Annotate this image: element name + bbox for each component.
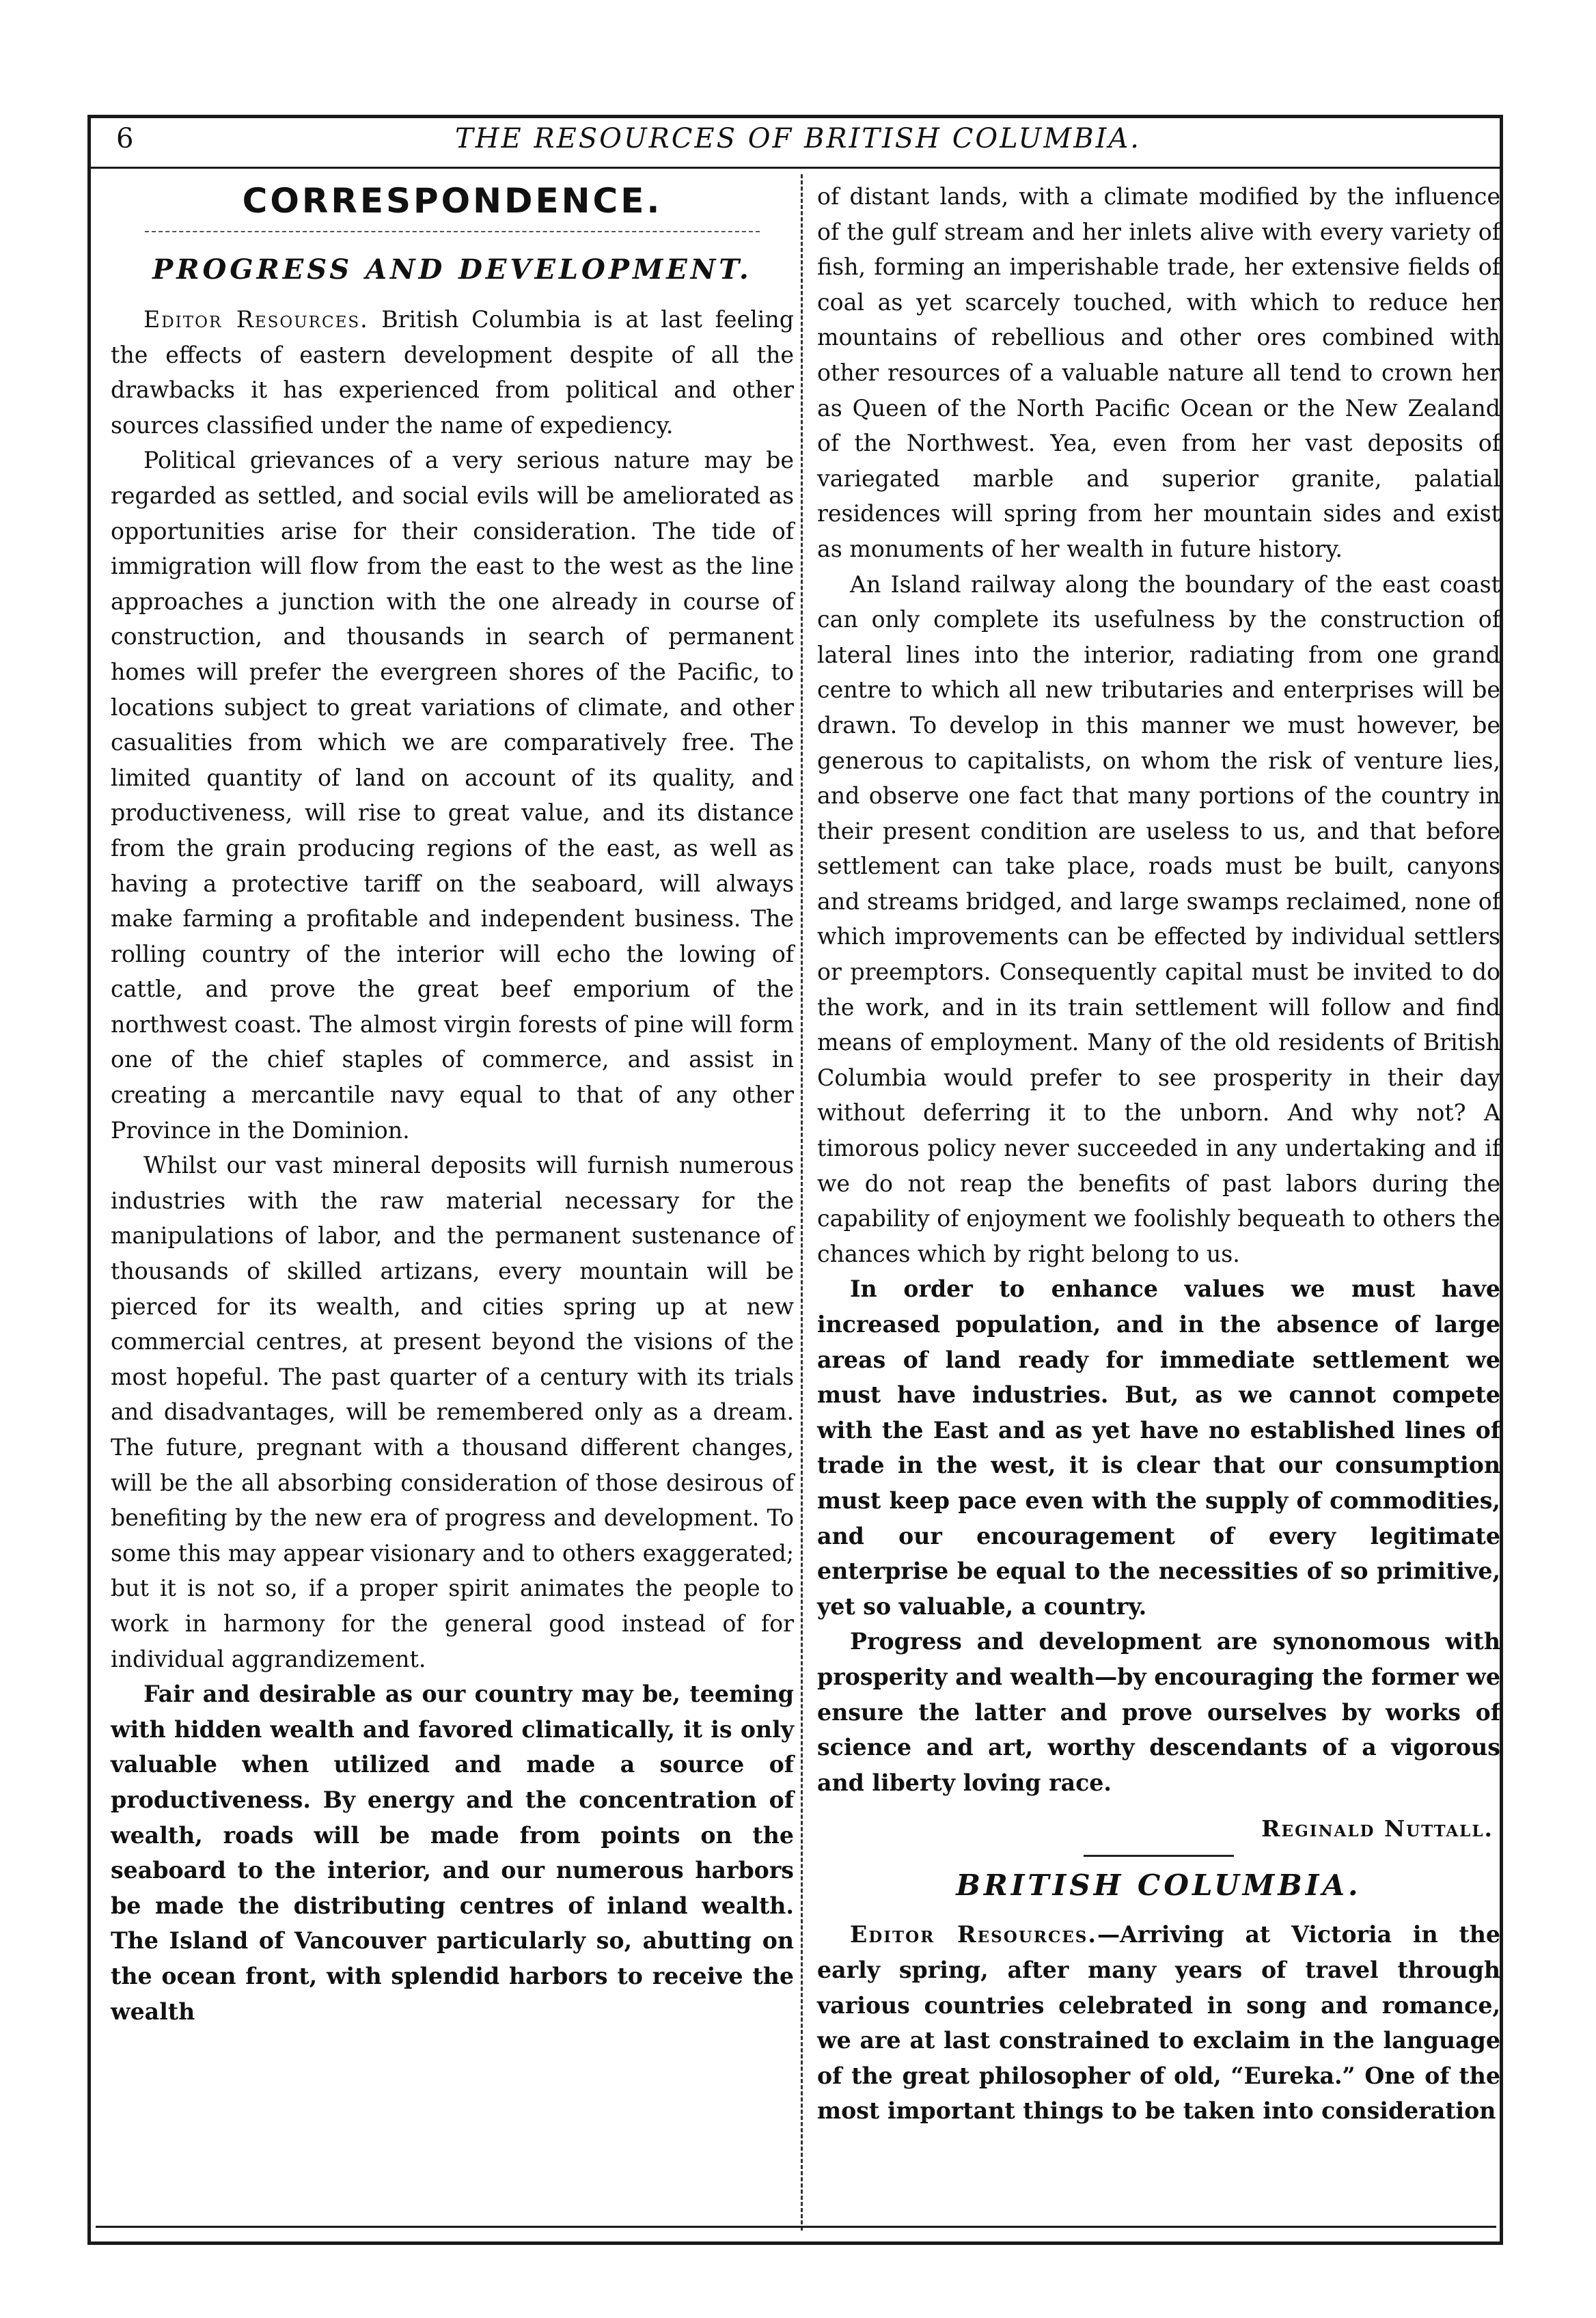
salutation: Editor Resources. (850, 1921, 1097, 1948)
running-title: THE RESOURCES OF BRITISH COLUMBIA. (454, 123, 1142, 154)
article-paragraph: An Island railway along the boundary of the east coast can only complete its usefulness by the construction of lateral lines into the interior, radiating from one grand centre to which all new tributaries and enterprises will be drawn. To develop in this manner we must however, be generous to capitalists, on whom the risk of venture lies, and observe one fact that many portions of the country in their present condition are useless to us, and that before settlement can take place, roads must be built, canyons and streams bridged, and large swamps reclaimed, none of which improvements can be effected by individual settlers or preemptors. Consequently capital must be invited to do the work, and in its train settlement will follow and find means of employment. Many of the old residents of British Columbia would prefer to see prosperity in their day without deferring it to the unborn. And why not? A timorous policy never succeeded in any undertaking and if we do not reap the benefits of past labors during the capability of enjoyment we foolishly bequeath to others the chances which by right belong to us. (817, 570, 1500, 1267)
article-paragraph: Political grievances of a very serious nature may be regarded as settled, and social evils will be ameliorated as opportunities arise for their consideration. The tide of immigration will flow from the east to the west as the line approaches a junction with the one already in course of construction, and thousands in search of permanent homes will prefer the evergreen shores of the Pacific, to locations subject to great variations of climate, and other casualities from which we are comparatively free. The limited quantity of land on account of its quality, and productiveness, will rise to great value, and its distance from the grain producing regions of the east, as well as having a protective tariff on the seaboard, will always make farming a profitable and independent business. The rolling country of the interior will echo the lowing of cattle, and prove the great beef emporium of the northwest coast. The almost virgin forests of pine will form one of the chief staples of commerce, and assist in creating a mercantile navy equal to that of any other Province in the Dominion. (111, 447, 794, 1144)
signature: Reginald Nuttall. (1261, 1815, 1494, 1843)
article-paragraph: Progress and development are synonomous with prosperity and wealth—by encouraging the former we ensure the latter and prove ourselves by works of science and art, worthy descendants of a vigorous and liberty loving race. (817, 1628, 1500, 1796)
paragraph-text: —Arriving at Victoria in the early spring, after many years of travel through various countries celebrated in song and romance, we are at last constrained to exclaim in the language of the great philosopher of old, “Eureka.” One of the most important things to be taken into consideration (817, 1921, 1500, 2125)
paragraph-text: British Columbia is at last feeling the effects of eastern development despite of all the drawbacks it has experienced from political and other sources classified under the name of expediency. (111, 306, 794, 439)
article-paragraph (111, 302, 794, 443)
article-paragraph: In order to enhance values we must have increased population, and in the absence of large areas of land ready for immediate settlement we must have industries. But, as we cannot compete with the East and as yet have no established lines of trade in the west, it is clear that our consumption must keep pace even with the supply of commodities, and our encouragement of every legitimate enterprise be equal to the necessities of so primitive, yet so valuable, a country. (817, 1275, 1500, 1620)
right-column (817, 179, 1500, 2129)
bottom-rule (96, 2226, 1496, 2228)
section-rule (1084, 1855, 1234, 1857)
salutation: Editor Resources. (143, 306, 369, 333)
page-number: 6 (116, 123, 134, 154)
article-paragraph (817, 1917, 1500, 2129)
article-title: PROGRESS AND DEVELOPMENT. (152, 253, 752, 286)
section-divider (145, 231, 760, 232)
page-header (101, 122, 1495, 163)
column-divider (801, 174, 803, 2231)
article-paragraph-continued: of distant lands, with a climate modified by the influence of the gulf stream and her inlets alive with every variety of fish, forming an imperishable trade, her extensive fields of coal as yet scarcely touched, with which to reduce her mountains of rebellious and other ores combined with other resources of a valuable nature all tend to crown her as Queen of the North Pacific Ocean or the New Zealand of the Northwest. Yea, even from her vast deposits of variegated marble and superior granite, palatial residences will spring from her mountain sides and exist as monuments of her wealth in future history. (817, 183, 1500, 562)
header-rule (91, 167, 1500, 169)
article-paragraph: Fair and desirable as our country may be, teeming with hidden wealth and favored climatically, it is only valuable when utilized and made a source of productiveness. By energy and the concentration of wealth, roads will be made from points on the seaboard to the interior, and our numerous harbors be made the distributing centres of inland wealth. The Island of Vancouver particularly so, abutting on the ocean front, with splendid harbors to receive the wealth (111, 1681, 794, 2025)
section-heading: CORRESPONDENCE. (242, 181, 663, 221)
left-column (111, 179, 794, 2029)
article-title: BRITISH COLUMBIA. (956, 1868, 1362, 1903)
article-paragraph: Whilst our vast mineral deposits will furnish numerous industries with the raw material necessary for the manipulations of labor, and the permanent sustenance of thousands of skilled artizans, every mountain will be pierced for its wealth, and cities spring up at new commercial centres, at present beyond the visions of the most hopeful. The past quarter of a century with its trials and disadvantages, will be remembered only as a dream. The future, pregnant with a thousand different changes, will be the all absorbing consideration of those desirous of benefiting by the new era of progress and development. To some this may appear visionary and to others exaggerated; but it is not so, if a proper spirit animates the people to work in harmony for the general good instead of for individual aggrandizement. (111, 1152, 794, 1672)
